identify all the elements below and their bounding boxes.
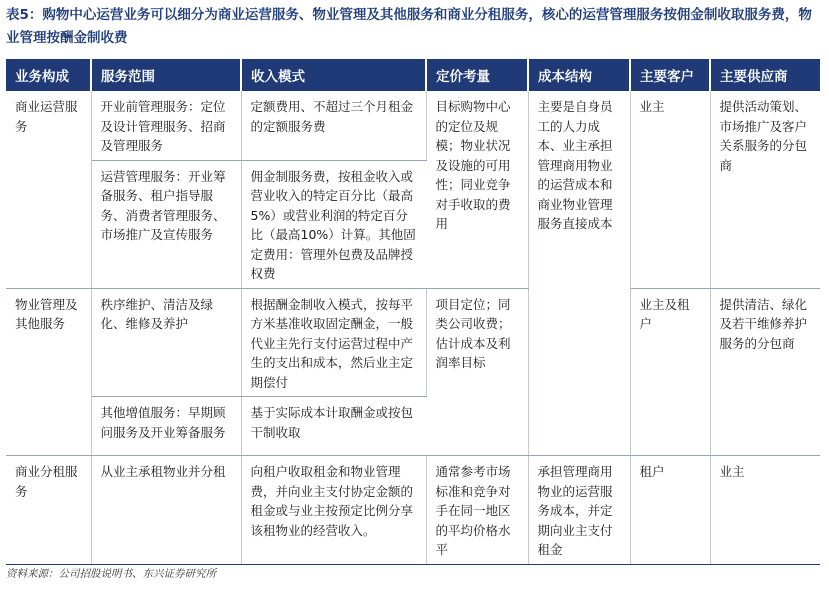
table-title: 表5：购物中心运营业务可以细分为商业运营服务、物业管理及其他服务和商业分租服务，核心的运营管理服务按佣金制收取服务费，物业管理按酬金制收费 <box>6 7 812 46</box>
header-cost-structure: 成本结构 <box>528 59 630 91</box>
supplier-cell: 提供活动策划、市场推广及客户关系服务的分包商 <box>710 91 820 288</box>
table-row <box>6 91 820 160</box>
supplier-cell: 业主 <box>710 456 820 565</box>
scope-cell: 从业主承租物业并分租 <box>91 456 241 565</box>
revenue-cell: 佣金制服务费，按租金收入或营业收入的特定百分比（最高5%）或营业利润的特定百分比（最高10%）计算。其他固定费用：管理外包费及品牌授权费 <box>241 160 426 288</box>
scope-cell: 其他增值服务：早期顾问服务及开业筹备服务 <box>91 397 241 456</box>
customer-cell: 业主及租户 <box>630 288 710 456</box>
pricing-cell: 目标购物中心的定位及规模；物业状况及设施的可用性；同业竞争对手收取的费用 <box>426 91 528 288</box>
table-row <box>6 288 820 397</box>
revenue-cell: 基于实际成本计取酬金或按包干制收取 <box>241 397 426 456</box>
header-pricing: 定价考量 <box>426 59 528 91</box>
scope-cell: 秩序维护、清洁及绿化、维修及养护 <box>91 288 241 397</box>
header-row <box>6 59 820 91</box>
source-note: 资料来源：公司招股说明书、东兴证券研究所 <box>6 568 216 580</box>
cost-cell: 主要是自身员工的人力成本、业主承担管理商用物业的运营成本和商业物业管理服务直接成本 <box>528 91 630 456</box>
scope-cell: 运营管理服务：开业筹备服务、租户指导服务、消费者管理服务、市场推广及宣传服务 <box>91 160 241 288</box>
scope-cell: 开业前管理服务：定位及设计管理服务、招商及管理服务 <box>91 91 241 160</box>
header-segment: 业务构成 <box>6 59 91 91</box>
supplier-cell: 提供清洁、绿化及若干维修养护服务的分包商 <box>710 288 820 456</box>
header-revenue-model: 收入模式 <box>241 59 426 91</box>
segment-cell: 物业管理及其他服务 <box>6 288 91 456</box>
revenue-cell: 向租户收取租金和物业管理费，并向业主支付协定金额的租金或与业主按预定比例分享该租物业的经营收入。 <box>241 456 426 565</box>
header-scope: 服务范围 <box>91 59 241 91</box>
revenue-cell: 根据酬金制收入模式，按每平方米基准收取固定酬金，一般代业主先行支付运营过程中产生的支出和成本，然后业主定期偿付 <box>241 288 426 397</box>
segment-cell: 商业分租服务 <box>6 456 91 565</box>
customer-cell: 业主 <box>630 91 710 288</box>
revenue-cell: 定额费用、不超过三个月租金的定额服务费 <box>241 91 426 160</box>
segment-cell: 商业运营服务 <box>6 91 91 288</box>
customer-cell: 租户 <box>630 456 710 565</box>
table-row <box>6 456 820 565</box>
header-main-supplier: 主要供应商 <box>710 59 820 91</box>
header-main-customer: 主要客户 <box>630 59 710 91</box>
cost-cell: 承担管理商用物业的运营服务成本，并定期向业主支付租金 <box>528 456 630 565</box>
pricing-cell: 项目定位；同类公司收费；估计成本及利润率目标 <box>426 288 528 456</box>
pricing-cell: 通常参考市场标准和竞争对手在同一地区的平均价格水平 <box>426 456 528 565</box>
business-table <box>6 59 820 565</box>
